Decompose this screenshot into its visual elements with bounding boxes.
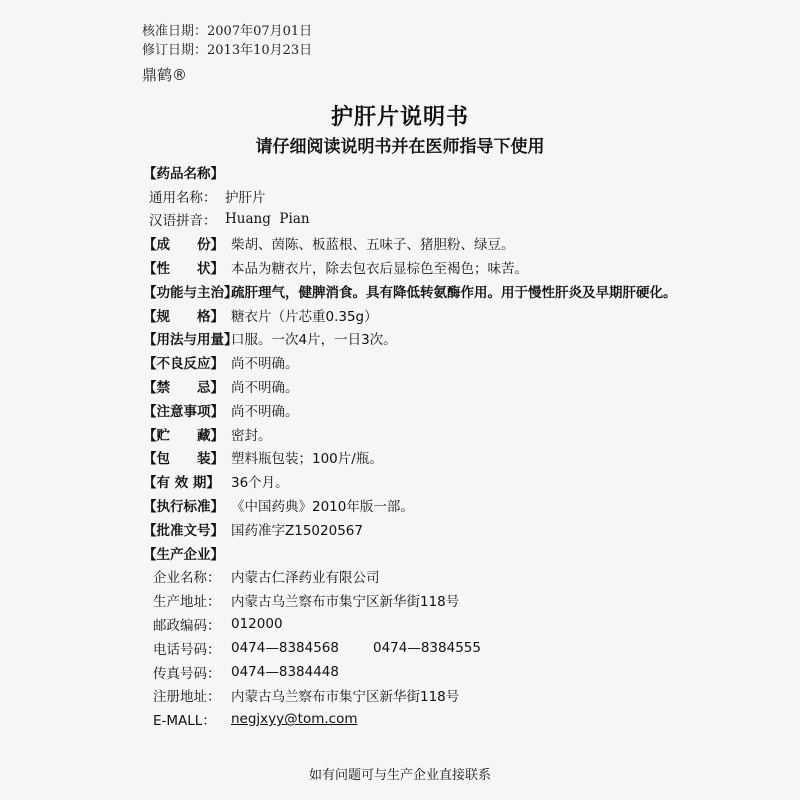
production-address-value: 内蒙古乌兰察布市集宁区新华街118号 — [231, 594, 460, 611]
section-row — [143, 374, 783, 398]
drug-name-header: 【药品名称】 — [143, 165, 224, 182]
section-row — [143, 350, 783, 374]
section-value: 糖衣片（片芯重0.35g） — [231, 308, 378, 325]
generic-name-value: 护肝片 — [225, 189, 266, 206]
section-header: 【成 份】 — [143, 237, 224, 254]
section-header: 【功能与主治】 — [143, 284, 238, 301]
fax-value: 0474—8384448 — [231, 663, 339, 680]
section-row — [143, 469, 783, 493]
date-block — [142, 22, 312, 60]
section-value: 尚不明确。 — [231, 403, 299, 420]
drug-name-header-row — [143, 160, 783, 184]
production-address-row — [143, 588, 783, 612]
section-row — [143, 446, 783, 470]
postcode-value: 012000 — [231, 616, 283, 633]
pinyin-label: 汉语拼音： — [149, 213, 217, 230]
section-row — [143, 493, 783, 517]
email-link[interactable]: negjxyy@tom.com — [231, 711, 358, 728]
section-value: 密封。 — [231, 427, 272, 444]
section-header: 【用法与用量】 — [143, 332, 238, 349]
company-name-label: 企业名称： — [153, 570, 221, 587]
email-label: E-MALL： — [153, 713, 216, 730]
company-name-value: 内蒙古仁泽药业有限公司 — [231, 570, 380, 587]
footer-note: 如有问题可与生产企业直接联系 — [308, 768, 491, 783]
pinyin-row — [143, 208, 783, 232]
section-value: 柴胡、茵陈、板蓝根、五味子、猪胆粉、绿豆。 — [231, 237, 515, 254]
phone-row — [143, 636, 783, 660]
registered-address-value: 内蒙古乌兰察布市集宁区新华街118号 — [231, 689, 460, 706]
fax-row — [143, 660, 783, 684]
company-header: 【生产企业】 — [143, 546, 224, 563]
postcode-label: 邮政编码： — [153, 618, 221, 635]
section-value: 口服。一次4片，一日3次。 — [231, 332, 397, 349]
phone-value-2: 0474—8384555 — [372, 639, 481, 656]
section-header: 【包 装】 — [143, 451, 224, 468]
section-header: 【贮 藏】 — [143, 427, 224, 444]
company-header-row — [143, 541, 783, 565]
section-value: 塑料瓶包装；100片/瓶。 — [231, 451, 383, 468]
production-address-label: 生产地址： — [153, 594, 221, 611]
section-value: 疏肝理气，健脾消食。具有降低转氨酶作用。用于慢性肝炎及早期肝硬化。 — [231, 284, 677, 301]
section-header: 【不良反应】 — [143, 356, 224, 373]
section-value: 尚不明确。 — [231, 356, 299, 373]
phone-value-1: 0474—8384568 — [231, 639, 339, 656]
page-title: 护肝片说明书 — [330, 104, 469, 130]
section-header: 【性 状】 — [143, 261, 224, 278]
email-row — [143, 707, 783, 731]
section-header: 【有 效 期】 — [143, 475, 220, 492]
section-row — [143, 327, 783, 351]
revision-date: 修订日期：2013年10月23日 — [142, 43, 313, 58]
section-header: 【禁 忌】 — [143, 380, 224, 397]
brand-mark: 鼎鹤® — [142, 66, 188, 84]
section-value: 国药准字Z15020567 — [231, 522, 363, 539]
section-row — [143, 517, 783, 541]
company-name-row — [143, 565, 783, 589]
leaflet-content — [143, 160, 783, 731]
section-header: 【规 格】 — [143, 308, 224, 325]
section-row — [143, 303, 783, 327]
phone-label: 电话号码： — [153, 641, 221, 658]
section-value: 《中国药典》2010年版一部。 — [231, 499, 414, 516]
postcode-row — [143, 612, 783, 636]
section-row — [143, 255, 783, 279]
section-row — [143, 398, 783, 422]
section-header: 【注意事项】 — [143, 403, 224, 420]
page-subtitle: 请仔细阅读说明书并在医师指导下使用 — [255, 137, 545, 157]
section-header: 【批准文号】 — [143, 522, 224, 539]
generic-name-row — [143, 184, 783, 208]
approval-date: 核准日期：2007年07月01日 — [142, 24, 313, 39]
section-value: 36个月。 — [231, 475, 289, 492]
section-row — [143, 279, 783, 303]
section-value: 本品为糖衣片，除去包衣后显棕色至褐色；味苦。 — [231, 261, 528, 278]
section-value: 尚不明确。 — [231, 380, 299, 397]
pinyin-value: Huang Pian — [225, 211, 310, 228]
section-row — [143, 422, 783, 446]
section-row — [143, 231, 783, 255]
generic-name-label: 通用名称： — [149, 189, 217, 206]
registered-address-row — [143, 684, 783, 708]
fax-label: 传真号码： — [153, 665, 221, 682]
section-header: 【执行标准】 — [143, 499, 224, 516]
registered-address-label: 注册地址： — [153, 689, 221, 706]
